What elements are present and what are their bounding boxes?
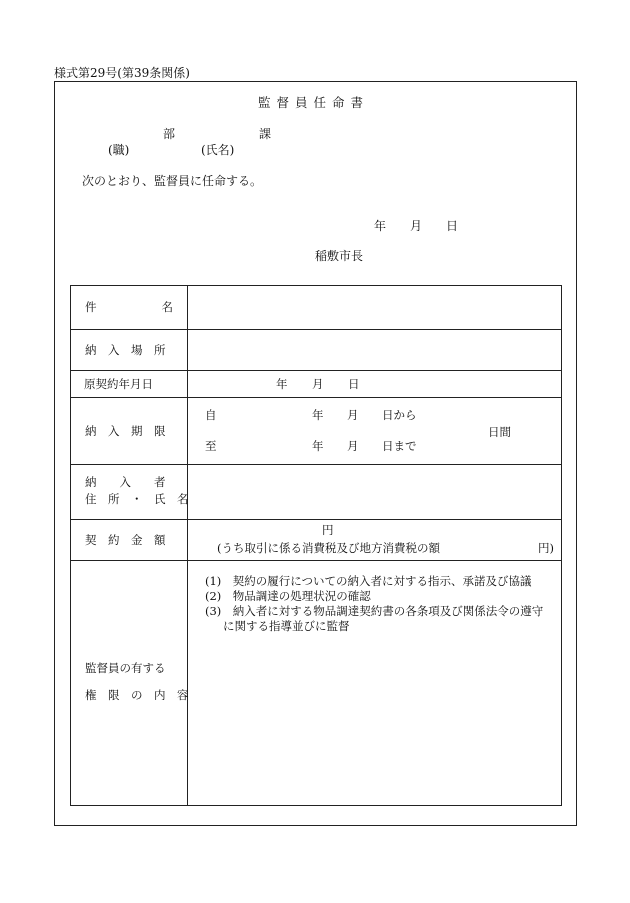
authority-value[interactable]: [188, 561, 562, 806]
authority-label-line2: 権 限 の 内 容: [85, 688, 189, 702]
position-label: (職): [108, 143, 130, 157]
item-name-value[interactable]: [188, 286, 562, 330]
contract-date-month: 月: [312, 377, 324, 391]
row-label-cell: [71, 371, 188, 398]
amount-yen: 円: [322, 523, 334, 537]
period-to-year: 年: [312, 439, 324, 453]
supplier-label-line2: 住 所 ・ 氏 名: [85, 492, 189, 506]
period-to: 至: [205, 439, 217, 453]
authority-item-1: (1) 契約の履行についての納入者に対する指示、承諾及び協議: [205, 574, 532, 588]
period-from-month: 月: [347, 408, 359, 422]
authority-item-3-cont: に関する指導並びに監督: [223, 619, 350, 633]
section-label: 課: [259, 127, 272, 141]
table-row: [71, 286, 562, 330]
issuer: 稲敷市長: [315, 249, 364, 263]
contract-amount-label: 契 約 金 額: [85, 533, 166, 547]
contract-date-value[interactable]: [188, 371, 562, 398]
tax-note: (うち取引に係る消費税及び地方消費税の額: [217, 541, 440, 555]
form-number: 様式第29号(第39条関係): [54, 66, 190, 80]
authority-item-2: (2) 物品調達の処理状況の確認: [205, 589, 371, 603]
row-label-cell: [71, 520, 188, 561]
contract-date-label: 原契約年月日: [84, 377, 153, 391]
item-name-label: 件 名: [85, 300, 173, 314]
table-row: [71, 465, 562, 520]
tax-yen: 円): [538, 541, 554, 555]
authority-label-line1: 監督員の有する: [85, 661, 166, 675]
table-row: [71, 561, 562, 806]
page-title: 監督員任命書: [258, 95, 370, 110]
table-row: [71, 330, 562, 371]
delivery-period-value[interactable]: [188, 398, 562, 465]
row-label-cell: [71, 465, 188, 520]
delivery-period-label: 納 入 期 限: [85, 424, 166, 438]
dept-label: 部: [163, 127, 176, 141]
period-days: 日間: [488, 425, 511, 439]
supplier-label-line1: 納 入 者: [85, 475, 166, 489]
period-to-suffix: 日まで: [382, 439, 417, 453]
row-label-cell: [71, 561, 188, 806]
table-row: [71, 398, 562, 465]
period-from-year: 年: [312, 408, 324, 422]
delivery-place-label: 納 入 場 所: [85, 343, 166, 357]
date-month: 月: [410, 219, 423, 233]
supplier-value[interactable]: [188, 465, 562, 520]
delivery-place-value[interactable]: [188, 330, 562, 371]
contract-date-year: 年: [276, 377, 288, 391]
name-label: (氏名): [201, 143, 235, 157]
date-day: 日: [446, 219, 459, 233]
date-year: 年: [374, 219, 387, 233]
row-label-cell: [71, 286, 188, 330]
table-row: [71, 520, 562, 561]
contract-date-day: 日: [348, 377, 360, 391]
row-label-cell: [71, 398, 188, 465]
period-from-suffix: 日から: [382, 408, 417, 422]
period-from: 自: [205, 408, 217, 422]
row-label-cell: [71, 330, 188, 371]
contract-amount-value[interactable]: [188, 520, 562, 561]
appointment-text: 次のとおり、監督員に任命する。: [82, 174, 263, 188]
table-row: [71, 371, 562, 398]
period-to-month: 月: [347, 439, 359, 453]
appointment-table: [70, 285, 562, 806]
authority-item-3: (3) 納入者に対する物品調達契約書の各条項及び関係法令の遵守: [205, 604, 544, 618]
